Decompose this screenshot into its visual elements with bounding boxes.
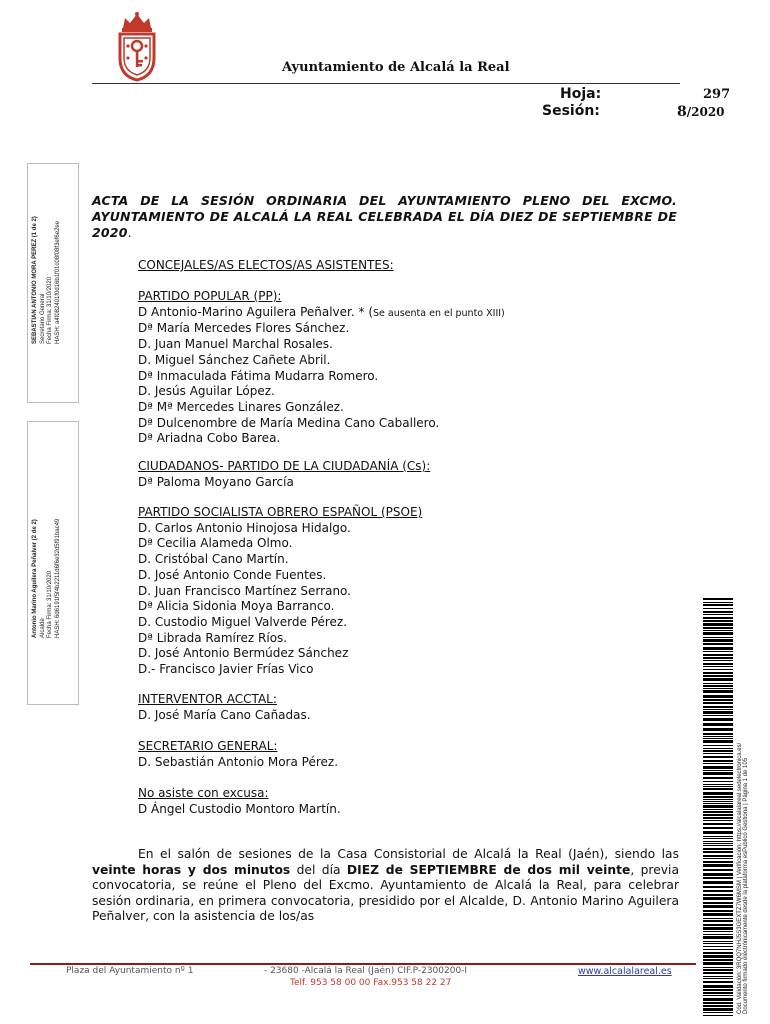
group-cs [138,459,430,490]
signer-role: Secretario General [39,293,46,344]
list-item: D. Custodio Miguel Valverde Pérez. [138,614,348,629]
signature-box-secretary [27,163,79,403]
list-item: D. José María Cano Cañadas. [138,707,311,722]
signer-name: Antonio Marino Aguilera Peñalver (2 de 2) [32,519,38,638]
group-heading: No asiste con excusa: [138,786,269,800]
body-paragraph: En el salón de sesiones de la Casa Consistorial de Alcalá la Real (Jaén), siendo las veinte horas y dos minutos del día DIEZ de SEPTIEMBRE de dos mil veinte, previa convocatoria, se reúne el Pleno del Excmo. Ayuntamiento de Alcalá la Real, para celebrar sesión ordinaria, en primera convocatoria, presidido por el Alcalde, D. Antonio Marino Aguilera Peñalver, con la asistencia de los/as [92,847,679,924]
list-item: D. José Antonio Conde Fuentes. [138,567,327,582]
signature-box-mayor [27,421,79,705]
signer-name: SEBASTIAN ANTONIO MORA PEREZ (1 de 2) [32,216,38,344]
list-item: D. Miguel Sánchez Cañete Abril. [138,352,331,367]
group-absent [138,786,341,817]
list-item: Dª Librada Ramírez Ríos. [138,630,288,645]
header-divider [92,83,680,84]
list-item: D Antonio-Marino Aguilera Peñalver. * (Se ausenta en el punto XIII) [138,304,505,319]
barcode-image [703,598,733,1016]
list-item: D. Sebastián Antonio Mora Pérez. [138,754,339,769]
group-heading: PARTIDO POPULAR (PP): [138,289,282,303]
session-label: Sesión: [542,103,600,119]
group-heading: SECRETARIO GENERAL: [138,739,278,753]
list-item: Dª Cecilia Alameda Olmo. [138,536,293,551]
organization-name: Ayuntamiento de Alcalá la Real [282,60,510,75]
group-heading: INTERVENTOR ACCTAL: [138,692,277,706]
municipal-crest-logo [117,10,157,82]
signature-date: Fecha Firma: 31/10/2020 [47,276,53,344]
signer-role: Alcalde [39,618,46,638]
session-number: 8/2020 [677,104,725,120]
sheet-number: 297 [703,87,731,102]
group-heading: PARTIDO SOCIALISTA OBRERO ESPAÑOL (PSOE) [138,505,423,519]
list-item: D. Juan Francisco Martínez Serrano. [138,583,351,598]
list-item: Dª Mª Mercedes Linares González. [138,399,344,414]
verification-text: Cód. Validación: 3RQQ7NHJ5S3GEXTZ7W6MSM | Verificación: https://alcalalareal.sedelectronica.es/ Documento firmado electrónicamente desde la plataforma esPublico Gestiona | Página 1 de 105 [737,742,749,1014]
document-title: ACTA DE LA SESIÓN ORDINARIA DEL AYUNTAMIENTO PLENO DEL EXCMO. AYUNTAMIENTO DE ALCALÁ LA REAL CELEBRADA EL DÍA DIEZ DE SEPTIEMBRE DE 2020. [92,193,677,240]
list-item: D. Carlos Antonio Hinojosa Hidalgo. [138,520,351,535]
footer-city: - 23680 -Alcalá la Real (Jaén) CIF.P-2300200-I [264,966,468,976]
footer-address: Plaza del Ayuntamiento nº 1 [66,966,194,976]
footer-divider [30,963,696,965]
list-item: Dª Ariadna Cobo Barea. [138,431,281,446]
list-item: D Ángel Custodio Montoro Martín. [138,801,341,816]
list-item: D. Cristóbal Cano Martín. [138,552,289,567]
signature-hash: HASH: a4f082401f0d16b1f01c08f08f3ef6e2ee [54,220,61,344]
list-item: Dª María Mercedes Flores Sánchez. [138,321,350,336]
list-item: D. Jesús Aguilar López. [138,384,275,399]
list-item: Dª Paloma Moyano García [138,474,294,489]
group-pp [138,289,505,447]
group-psoe [138,505,422,678]
group-interventor [138,692,311,723]
list-item: Dª Alicia Sidonia Moya Barranco. [138,599,335,614]
list-item: Dª Inmaculada Fátima Mudarra Romero. [138,368,379,383]
website-link[interactable]: www.alcalalareal.es [578,966,672,977]
list-item: D. Juan Manuel Marchal Rosales. [138,337,333,352]
footer-phones: Telf. 953 58 00 00 Fax.953 58 22 27 [290,978,452,988]
list-item: D. José Antonio Bermúdez Sánchez [138,646,349,661]
list-item: Dª Dulcenombre de María Medina Cano Caballero. [138,415,440,430]
group-heading: CIUDADANOS- PARTIDO DE LA CIUDADANÍA (Cs): [138,459,431,473]
list-item: D.- Francisco Javier Frías Vico [138,662,314,677]
signature-hash: HASH: 6d6191f5f4b2211d6f6e32d5f91bac49 [54,518,61,638]
sheet-label: Hoja: [560,86,602,102]
group-secretario [138,739,338,770]
signature-date: Fecha Firma: 31/10/2020 [47,570,53,638]
attendees-heading: CONCEJALES/AS ELECTOS/AS ASISTENTES: [138,258,394,272]
